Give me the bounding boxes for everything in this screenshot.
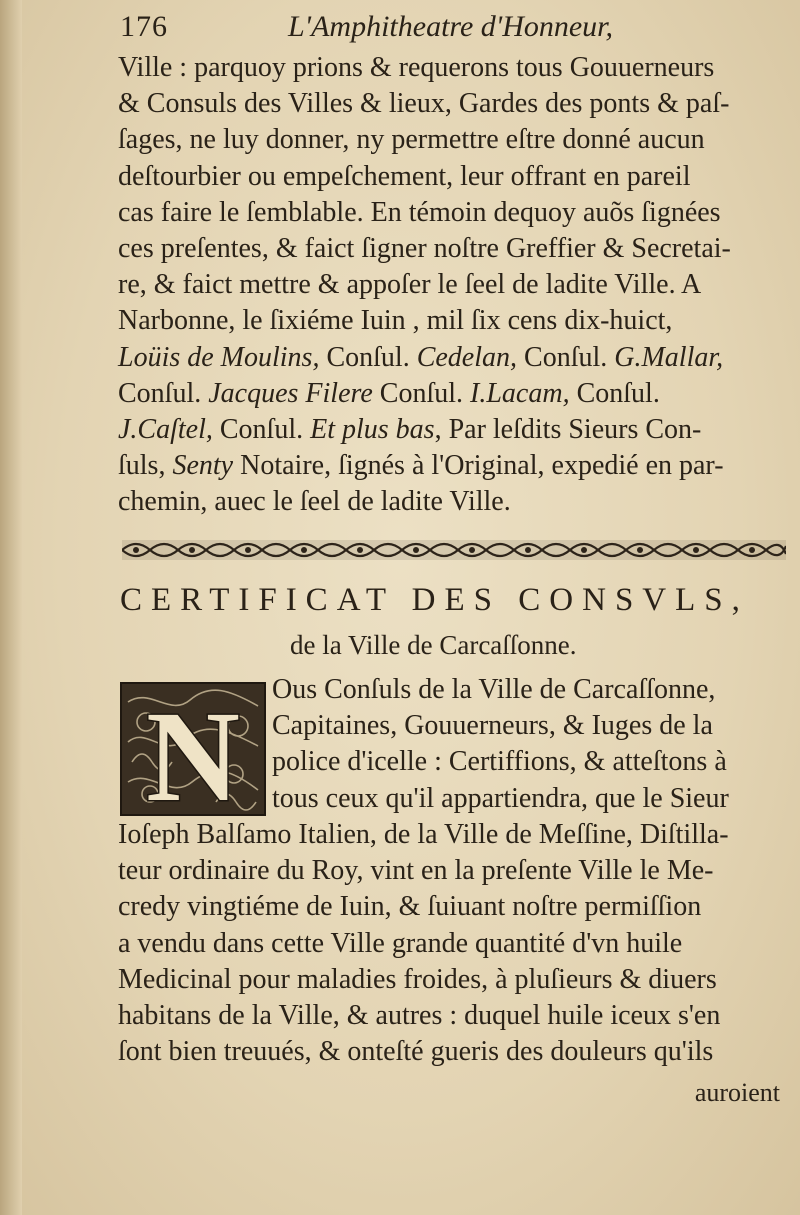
text-line: deſtourbier ou empeſchement, leur offrant en pareil	[118, 160, 691, 192]
catchword: auroient	[694, 1078, 780, 1107]
text-line: a vendu dans cette Ville grande quantité d'vn huile	[118, 927, 683, 959]
text-line-signatories-2	[118, 376, 788, 412]
text-line: Ioſeph Balſamo Italien, de la Ville de Meſſine, Diſtilla-	[118, 819, 729, 850]
text-line: Narbonne, le ſixiéme Iuin , mil ſix cens dix-huict,	[118, 305, 673, 337]
drop-cap-letter: N	[146, 685, 240, 816]
text-line: credy vingtiéme de Iuin, & ſuiuant noſtre permiſſion	[118, 891, 702, 923]
text-run: Notaire, ſignés à l'Original, expedié en par-	[233, 450, 724, 482]
signatory-name: G.Mallar,	[614, 341, 724, 373]
ornamental-border-band	[122, 538, 786, 562]
section-subheading: de la Ville de Carcaſſonne.	[290, 630, 577, 660]
text-run: Conſul.	[372, 377, 471, 409]
section-heading: CERTIFICAT DES CONSVLS,	[120, 582, 749, 618]
text-line: police d'icelle : Certiffions, & atteſtons à	[272, 746, 727, 778]
text-line: teur ordinaire du Roy, vint en la preſente Ville le Me-	[118, 855, 714, 887]
page-gutter-shadow	[0, 0, 22, 1215]
text-line: ces preſentes, & faict ſigner noſtre Greffier & Secretai-	[118, 233, 731, 265]
text-line-signatories-1	[118, 340, 788, 376]
signatory-name: I.Lacam,	[470, 377, 570, 409]
text-run: Conſul.	[569, 377, 660, 409]
text-line: ſages, ne luy donner, ny permettre eſtre donné aucun	[118, 124, 705, 156]
text-run: , Par leſdits Sieurs Con-	[434, 414, 702, 446]
italic-phrase: Et plus bas	[310, 414, 435, 446]
text-run: Conſul.	[212, 414, 311, 446]
text-line-notary	[118, 448, 788, 484]
signatory-name: Cedelan,	[416, 341, 518, 373]
text-line: chemin, auec le ſeel de ladite Ville.	[118, 486, 511, 518]
text-line: cas faire le ſemblable. En témoin dequoy auõs ſignées	[118, 196, 721, 228]
signatory-name: Jacques Filere	[208, 377, 373, 409]
text-run: Conſul.	[118, 377, 209, 409]
signatory-name: J.Caſtel,	[118, 414, 213, 446]
text-line: Medicinal pour maladies froides, à pluſieurs & diuers	[118, 963, 717, 995]
running-title: L'Amphitheatre d'Honneur,	[288, 10, 614, 43]
text-line-signatories-3	[118, 412, 788, 448]
text-run: Conſul.	[319, 341, 417, 373]
paragraph-2-indented-lines	[272, 672, 792, 817]
text-line: Capitaines, Gouuerneurs, & Iuges de la	[272, 710, 713, 742]
paragraph-1	[118, 50, 788, 521]
running-head	[120, 10, 760, 50]
text-run: Conſul.	[517, 341, 615, 373]
text-line: habitans de la Ville, & autres : duquel huile iceux s'en	[118, 1000, 721, 1032]
text-run: ſuls,	[118, 450, 173, 482]
signatory-name: Loüis de Moulins,	[118, 341, 320, 373]
text-line: re, & faict mettre & appoſer le ſeel de ladite Ville. A	[118, 269, 702, 301]
text-line: Ous Conſuls de la Ville de Carcaſſonne,	[272, 674, 716, 705]
paragraph-2-body	[118, 817, 788, 1070]
text-line: ſont bien treuués, & onteſté gueris des douleurs qu'ils	[118, 1036, 714, 1068]
decorated-drop-cap-n	[120, 682, 266, 816]
notary-name: Senty	[172, 450, 234, 482]
text-line: tous ceux qu'il appartiendra, que le Sieur	[272, 782, 729, 814]
text-line: Ville : parquoy prions & requerons tous Gouuerneurs	[118, 52, 715, 83]
page-number: 176	[120, 10, 168, 43]
text-line: & Consuls des Villes & lieux, Gardes des ponts & paſ-	[118, 88, 730, 120]
